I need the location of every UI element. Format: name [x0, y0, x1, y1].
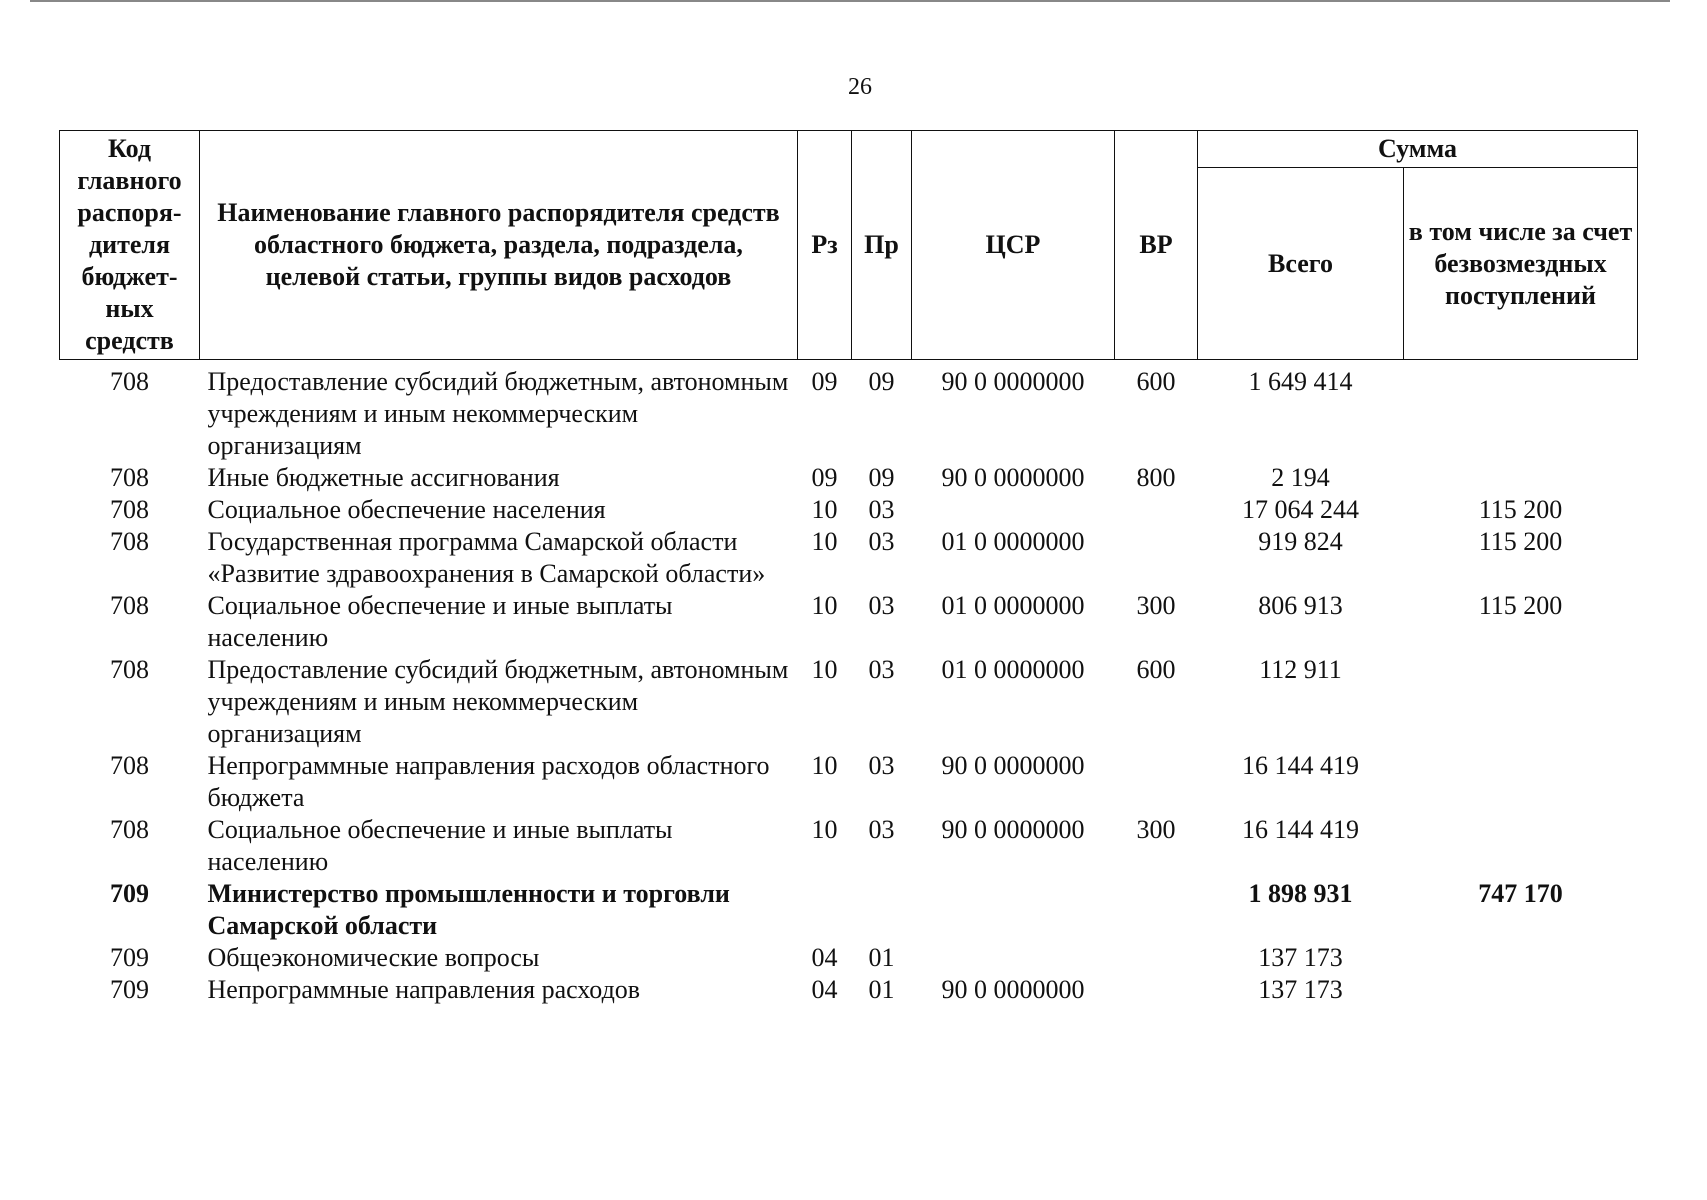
- cell-total: 137 173: [1258, 975, 1343, 1004]
- top-scan-rule: [30, 0, 1670, 2]
- cell-code: 708: [110, 815, 149, 844]
- cell-csr: 01 0 0000000: [941, 655, 1085, 684]
- cell-vr: [1115, 750, 1198, 814]
- header-code: Код главного распоря-дителя бюджет-ных средств: [60, 131, 200, 360]
- header-csr: ЦСР: [912, 131, 1115, 360]
- cell-total: 17 064 244: [1242, 495, 1359, 524]
- cell-free: [1404, 360, 1638, 463]
- cell-vr: [1115, 942, 1198, 974]
- cell-name: Непрограммные направления расходов: [207, 975, 641, 1004]
- cell-free: [1404, 750, 1638, 814]
- cell-pr: 03: [868, 495, 895, 524]
- header-pr: Пр: [852, 131, 912, 360]
- page-number: 26: [848, 74, 872, 100]
- cell-code: 709: [110, 943, 149, 972]
- cell-name: Общеэкономические вопросы: [207, 943, 540, 972]
- header-free: в том числе за счет безвозмездных поступлений: [1404, 168, 1638, 360]
- cell-free: [1404, 814, 1638, 878]
- cell-code: 708: [110, 495, 149, 524]
- cell-csr: 90 0 0000000: [941, 975, 1085, 1004]
- cell-rz: 09: [811, 463, 838, 492]
- budget-table: [59, 130, 1638, 1006]
- cell-free: [1404, 462, 1638, 494]
- cell-total: 919 824: [1258, 527, 1343, 556]
- table-row: [60, 526, 1638, 590]
- cell-total: 806 913: [1258, 591, 1343, 620]
- cell-free: [1404, 654, 1638, 750]
- cell-rz: 10: [811, 527, 838, 556]
- header-name: Наименование главного распорядителя средств областного бюджета, раздела, подраздела, целевой статьи, группы видов расходов: [200, 131, 798, 360]
- table-row: [60, 494, 1638, 526]
- cell-code: 709: [110, 975, 149, 1004]
- cell-code: 708: [110, 463, 149, 492]
- cell-csr: [912, 942, 1115, 974]
- header-total: Всего: [1198, 168, 1404, 360]
- cell-pr: 03: [868, 751, 895, 780]
- cell-total: 16 144 419: [1242, 815, 1359, 844]
- cell-rz: 10: [811, 815, 838, 844]
- cell-free: [1404, 942, 1638, 974]
- table-row: [60, 462, 1638, 494]
- cell-total: 112 911: [1259, 655, 1342, 684]
- cell-code: 708: [110, 591, 149, 620]
- cell-name: Социальное обеспечение и иные выплаты населению: [207, 591, 673, 652]
- header-rz: Рз: [798, 131, 852, 360]
- cell-vr: [1115, 974, 1198, 1006]
- cell-csr: 90 0 0000000: [941, 815, 1085, 844]
- cell-csr: 90 0 0000000: [941, 367, 1085, 396]
- cell-csr: 90 0 0000000: [941, 463, 1085, 492]
- cell-pr: 03: [868, 591, 895, 620]
- table-row: [60, 878, 1638, 942]
- cell-vr: 300: [1136, 591, 1176, 620]
- table-header: [60, 131, 1638, 360]
- cell-code: 708: [110, 655, 149, 684]
- cell-pr: 09: [868, 463, 895, 492]
- cell-rz: 10: [811, 655, 838, 684]
- cell-rz: 04: [811, 975, 838, 1004]
- table-row: [60, 974, 1638, 1006]
- cell-vr: 300: [1136, 815, 1176, 844]
- cell-vr: 600: [1136, 367, 1176, 396]
- table-row: [60, 360, 1638, 463]
- table-row: [60, 814, 1638, 878]
- cell-rz: 04: [811, 943, 838, 972]
- cell-total: 2 194: [1271, 463, 1330, 492]
- table-row: [60, 590, 1638, 654]
- cell-name: Предоставление субсидий бюджетным, автономным учреждениям и иным некоммерческим организациям: [207, 655, 789, 748]
- cell-vr: [1115, 526, 1198, 590]
- cell-code: 708: [110, 751, 149, 780]
- cell-csr: [912, 494, 1115, 526]
- cell-name: Социальное обеспечение населения: [207, 495, 606, 524]
- cell-rz: 10: [811, 591, 838, 620]
- cell-vr: [1115, 494, 1198, 526]
- cell-pr: 03: [868, 815, 895, 844]
- cell-name: Государственная программа Самарской области «Развитие здравоохранения в Самарской области»: [207, 527, 766, 588]
- cell-free: 115 200: [1478, 495, 1563, 524]
- cell-code: 708: [110, 527, 149, 556]
- cell-free: [1404, 974, 1638, 1006]
- cell-pr: 03: [868, 527, 895, 556]
- cell-pr: [852, 878, 912, 942]
- cell-rz: 10: [811, 495, 838, 524]
- cell-code: 708: [110, 367, 149, 396]
- cell-total: 16 144 419: [1242, 751, 1359, 780]
- cell-name: Министерство промышленности и торговли Самарской области: [207, 879, 730, 940]
- cell-vr: 800: [1136, 463, 1176, 492]
- table-row: [60, 750, 1638, 814]
- table-row: [60, 654, 1638, 750]
- table-body: [60, 360, 1638, 1007]
- cell-pr: 01: [868, 943, 895, 972]
- cell-total: 1 649 414: [1248, 367, 1353, 396]
- cell-name: Иные бюджетные ассигнования: [207, 463, 560, 492]
- cell-csr: [912, 878, 1115, 942]
- cell-rz: 10: [811, 751, 838, 780]
- cell-rz: 09: [811, 367, 838, 396]
- cell-vr: 600: [1136, 655, 1176, 684]
- cell-pr: 03: [868, 655, 895, 684]
- header-vr: ВР: [1115, 131, 1198, 360]
- cell-free: 115 200: [1478, 527, 1563, 556]
- cell-name: Непрограммные направления расходов областного бюджета: [207, 751, 770, 812]
- cell-csr: 01 0 0000000: [941, 591, 1085, 620]
- cell-name: Предоставление субсидий бюджетным, автономным учреждениям и иным некоммерческим организациям: [207, 367, 789, 460]
- cell-code: 709: [110, 879, 149, 908]
- cell-rz: [798, 878, 852, 942]
- cell-total: 1 898 931: [1248, 879, 1353, 908]
- header-sum: Сумма: [1198, 131, 1638, 168]
- cell-csr: 90 0 0000000: [941, 751, 1085, 780]
- cell-free: 115 200: [1478, 591, 1563, 620]
- cell-pr: 01: [868, 975, 895, 1004]
- cell-total: 137 173: [1258, 943, 1343, 972]
- cell-free: 747 170: [1478, 879, 1563, 908]
- cell-csr: 01 0 0000000: [941, 527, 1085, 556]
- cell-vr: [1115, 878, 1198, 942]
- cell-pr: 09: [868, 367, 895, 396]
- table-row: [60, 942, 1638, 974]
- cell-name: Социальное обеспечение и иные выплаты населению: [207, 815, 673, 876]
